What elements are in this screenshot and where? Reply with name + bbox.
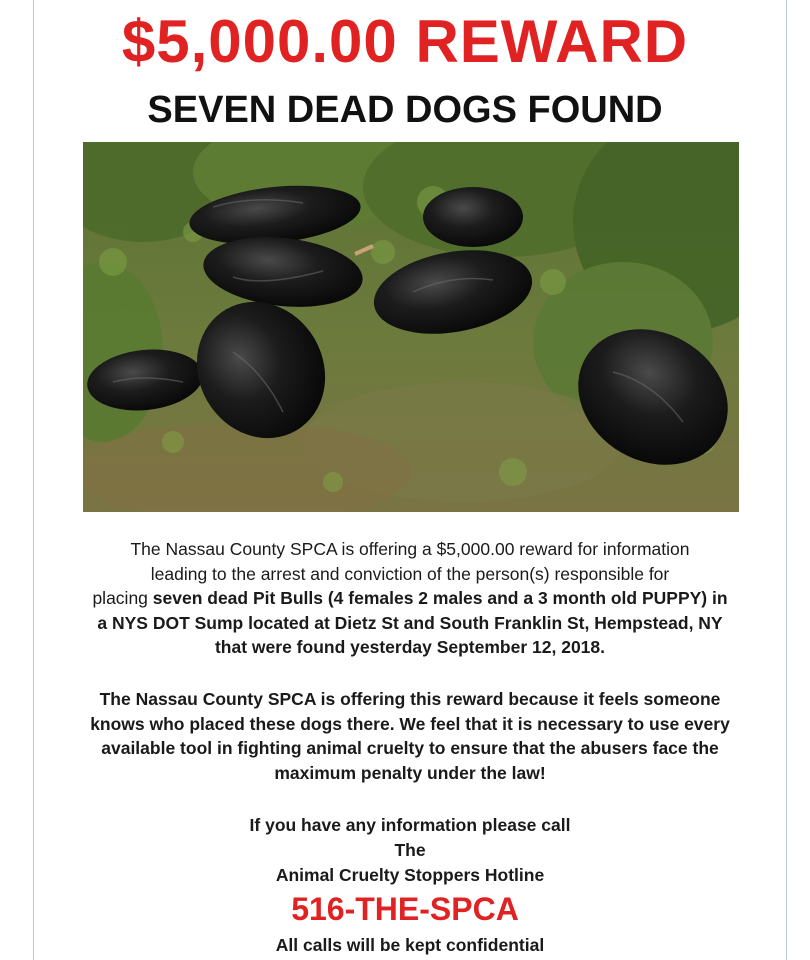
subheadline: SEVEN DEAD DOGS FOUND — [147, 89, 663, 131]
contact-the: The — [394, 840, 426, 860]
details-line-4-bold: a NYS DOT Sump located at Dietz St and South Franklin St, Hempstead, NY — [97, 612, 723, 633]
details-line-5 — [40, 635, 780, 660]
details-line-2: leading to the arrest and conviction of the person(s) responsible for — [150, 563, 670, 584]
reason-line-3: available tool in fighting animal cruelty to ensure that the abusers face the — [101, 738, 719, 759]
evidence-photo — [83, 142, 739, 512]
frame-left-border — [33, 0, 34, 960]
details-line-5-bold: that were found yesterday September 12, 2018. — [214, 637, 606, 658]
reward-headline: $5,000.00 REWARD — [121, 8, 689, 75]
reason-line-2: knows who placed these dogs there. We feel that it is necessary to use every — [90, 713, 730, 734]
details-line-4 — [40, 611, 780, 636]
reward-reason-paragraph — [40, 687, 780, 785]
details-line-1: The Nassau County SPCA is offering a $5,000.00 reward for information — [130, 539, 690, 559]
contact-prompt: If you have any information please call — [249, 815, 571, 835]
confidential-note: All calls will be kept confidential — [275, 935, 545, 955]
reward-details-paragraph — [40, 537, 780, 660]
reason-line-1: The Nassau County SPCA is offering this reward because it feels someone — [99, 689, 721, 709]
details-line-3-normal: placing — [92, 588, 153, 609]
details-line-3 — [40, 586, 780, 611]
reason-line-4: maximum penalty under the law! — [274, 762, 546, 783]
frame-right-border — [786, 0, 787, 960]
details-line-3-bold: seven dead Pit Bulls (4 females 2 males and a 3 month old PUPPY) in — [152, 588, 728, 609]
hotline-name: Animal Cruelty Stoppers Hotline — [275, 865, 545, 885]
hotline-number[interactable]: 516-THE-SPCA — [291, 891, 519, 927]
